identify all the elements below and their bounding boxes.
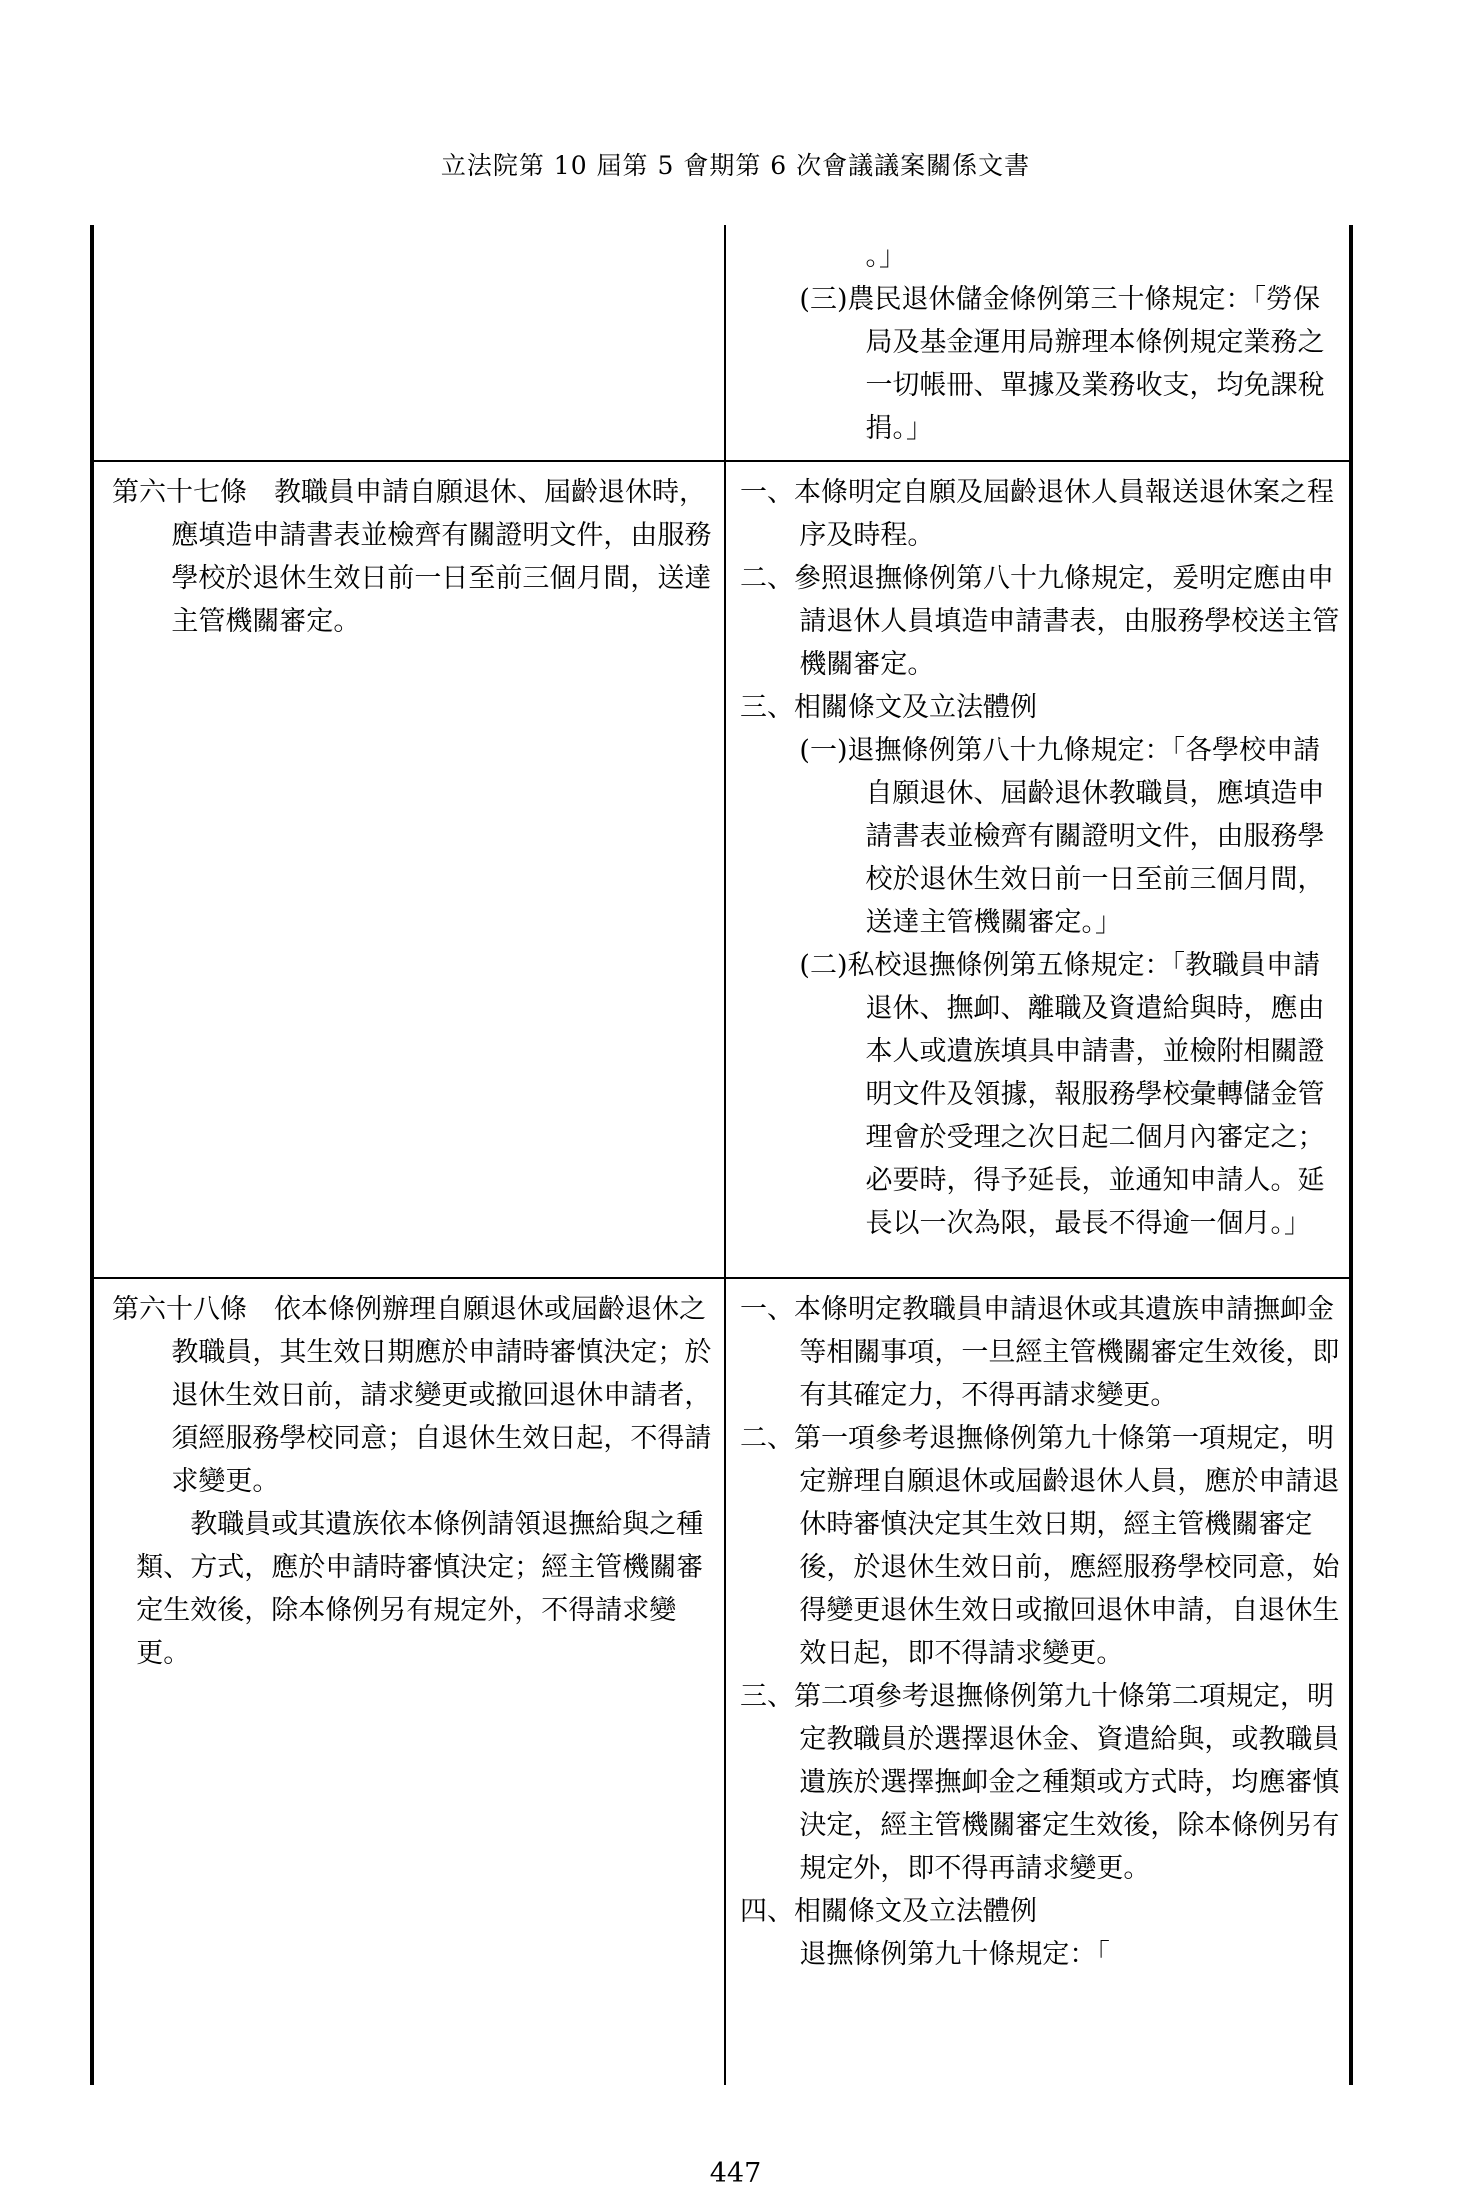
article-paragraph-2: 教職員或其遺族依本條例請領退撫給與之種類、方式，應於申請時審慎決定；經主管機關審定生效後，除本條例另有規定外，不得請求變更。 — [136, 1509, 704, 1669]
table-row-2-right — [740, 471, 1340, 1245]
article-text: 第六十七條 教職員申請自願退休、屆齡退休時，應填造申請書表並檢齊有關證明文件，由服務學校於退休生效日前一日至前三個月間，送達主管機關審定。 — [112, 477, 712, 637]
sub-item: (二)私校退撫條例第五條規定：「教職員申請退休、撫卹、離職及資遣給與時，應由本人或遺族填具申請書，並檢附相關證明文件及領據，報服務學校彙轉儲金管理會於受理之次日起二個月內審定之；必要時，得予延長，並通知申請人。延長以一次為限，最長不得逾一個月。」 — [799, 950, 1325, 1239]
row-divider — [90, 460, 1353, 462]
explanation-item: 四、相關條文及立法體例 — [740, 1896, 1037, 1927]
article-text: 第六十八條 依本條例辦理自願退休或屆齡退休之教職員，其生效日期應於申請時審慎決定；於退休生效日前，請求變更或撤回退休申請者，須經服務學校同意；自退休生效日起，不得請求變更。 — [112, 1294, 712, 1497]
explanation-item: 三、第二項參考退撫條例第九十條第二項規定，明定教職員於選擇退休金、資遣給與，或教職員遺族於選擇撫卹金之種類或方式時，均應審慎決定，經主管機關審定生效後，除本條例另有規定外，即不得再請求變更。 — [740, 1681, 1340, 1884]
page-number: 447 — [709, 2158, 762, 2189]
table-row-2-left — [112, 471, 712, 643]
comparison-table — [90, 225, 1355, 2085]
explanation-item: 一、本條明定自願及屆齡退休人員報送退休案之程序及時程。 — [740, 477, 1334, 551]
explanation-item: 二、第一項參考退撫條例第九十條第一項規定，明定辦理自願退休或屆齡退休人員，應於申請退休時審慎決定其生效日期，經主管機關審定後，於退休生效日前，應經服務學校同意，始得變更退休生效日或撤回退休申請，自退休生效日起，即不得請求變更。 — [740, 1423, 1340, 1669]
table-column-divider — [724, 225, 726, 2085]
row-divider — [90, 1277, 1353, 1279]
sub-item: (三)農民退休儲金條例第三十條規定：「勞保局及基金運用局辦理本條例規定業務之一切帳冊、單據及業務收支，均免課稅捐。」 — [799, 284, 1325, 444]
table-row-3-left — [112, 1288, 712, 1675]
continuation-text: 退撫條例第九十條規定：「 — [799, 1939, 1110, 1970]
table-right-border — [1349, 225, 1353, 2085]
explanation-item: 三、相關條文及立法體例 — [740, 692, 1037, 723]
continuation-text: 。」 — [865, 241, 907, 272]
table-row-3-right — [740, 1288, 1340, 1976]
table-left-border — [90, 225, 94, 2085]
explanation-item: 一、本條明定教職員申請退休或其遺族申請撫卹金等相關事項，一旦經主管機關審定生效後，即有其確定力，不得再請求變更。 — [740, 1294, 1340, 1411]
table-row-1-right — [740, 235, 1340, 450]
sub-item: (一)退撫條例第八十九條規定：「各學校申請自願退休、屆齡退休教職員，應填造申請書表並檢齊有關證明文件，由服務學校於退休生效日前一日至前三個月間，送達主管機關審定。」 — [799, 735, 1325, 938]
explanation-item: 二、參照退撫條例第八十九條規定，爰明定應由申請退休人員填造申請書表，由服務學校送主管機關審定。 — [740, 563, 1340, 680]
page-header: 立法院第 10 屆第 5 會期第 6 次會議議案關係文書 — [440, 151, 1031, 180]
